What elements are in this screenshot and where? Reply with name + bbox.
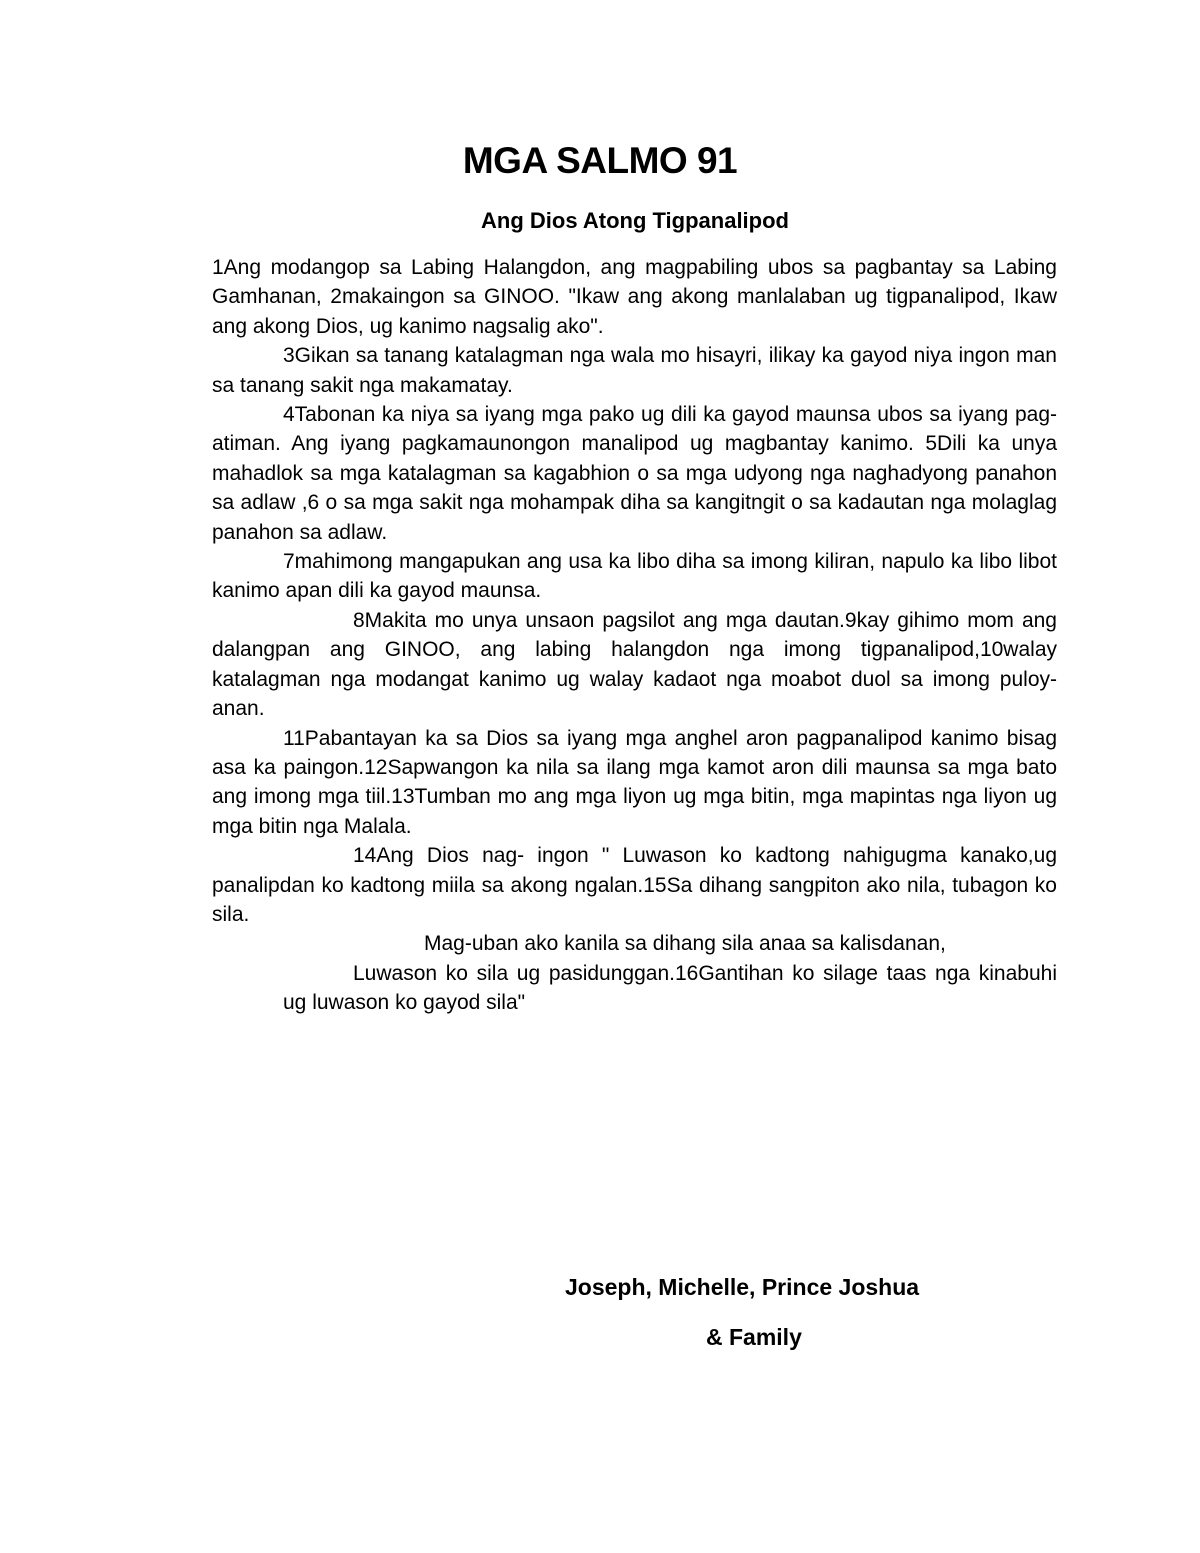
paragraph-verse-14: 14Ang Dios nag- ingon " Luwason ko kadtong nahigugma kanako,ug panalipdan ko kadtong miila sa akong ngalan.15Sa dihang sangpiton ako nila, tubagon ko sila. [212,844,1057,926]
paragraph-verse-15c: Luwason ko sila ug pasidunggan.16Gantihan ko silage taas nga kinabuhi ug luwason ko gayod sila" [283,961,1057,1015]
signature-names: Joseph, Michelle, Prince Joshua [565,1274,920,1300]
paragraph-verse-11: 11Pabantayan ka sa Dios sa iyang mga anghel aron pagpanalipod kanimo bisag asa ka paingon.12Sapwangon ka nila sa ilang mga kamot aron dili maunsa sa mga bato ang imong mga tiil.13Tumban mo ang mga liyon ug mga bitin, mga mapintas nga liyon ug mga bitin nga Malala. [212,726,1057,838]
paragraph-verse-7: 7mahimong mangapukan ang usa ka libo diha sa imong kiliran, napulo ka libo libot kanimo apan dili ka gayod maunsa. [212,550,1057,603]
signature-family: & Family [706,1324,802,1350]
document-subtitle: Ang Dios Atong Tigpanalipod [481,208,789,233]
paragraph-verse-3: 3Gikan sa tanang katalagman nga wala mo hisayri, ilikay ka gayod niya ingon man sa tanang sakit nga makamatay. [212,344,1057,397]
paragraph-verse-15b: Mag-uban ako kanila sa dihang sila anaa sa kalisdanan, [424,932,946,956]
paragraph-verse-4: 4Tabonan ka niya sa iyang mga pako ug dili ka gayod maunsa ubos sa iyang pag-atiman. Ang iyang pagkamaunongon manalipod ug magbantay kanimo. 5Dili ka unya mahadlok sa mga katalagman sa kagabhion o sa mga udyong nga naghadyong panahon sa adlaw ,6 o sa mga sakit nga mohampak diha sa kangitngit o sa kadautan nga molaglag panahon sa adlaw. [212,403,1057,544]
document-title: MGA SALMO 91 [462,140,738,181]
document-body [212,253,1057,1018]
paragraph-verse-8: 8Makita mo unya unsaon pagsilot ang mga dautan.9kay gihimo mom ang dalangpan ang GINOO, ang labing halangdon nga imong tigpanalipod,10walay katalagman nga modangat kanimo ug walay kadaot nga moabot duol sa imong puloy-anan. [212,608,1057,721]
paragraph-verse-1: 1Ang modangop sa Labing Halangdon, ang magpabiling ubos sa pagbantay sa Labing Gamhanan, 2makaingon sa GINOO. "Ikaw ang akong manlalaban ug tigpanalipod, Ikaw ang akong Dios, ug kanimo nagsalig ako". [212,256,1057,338]
